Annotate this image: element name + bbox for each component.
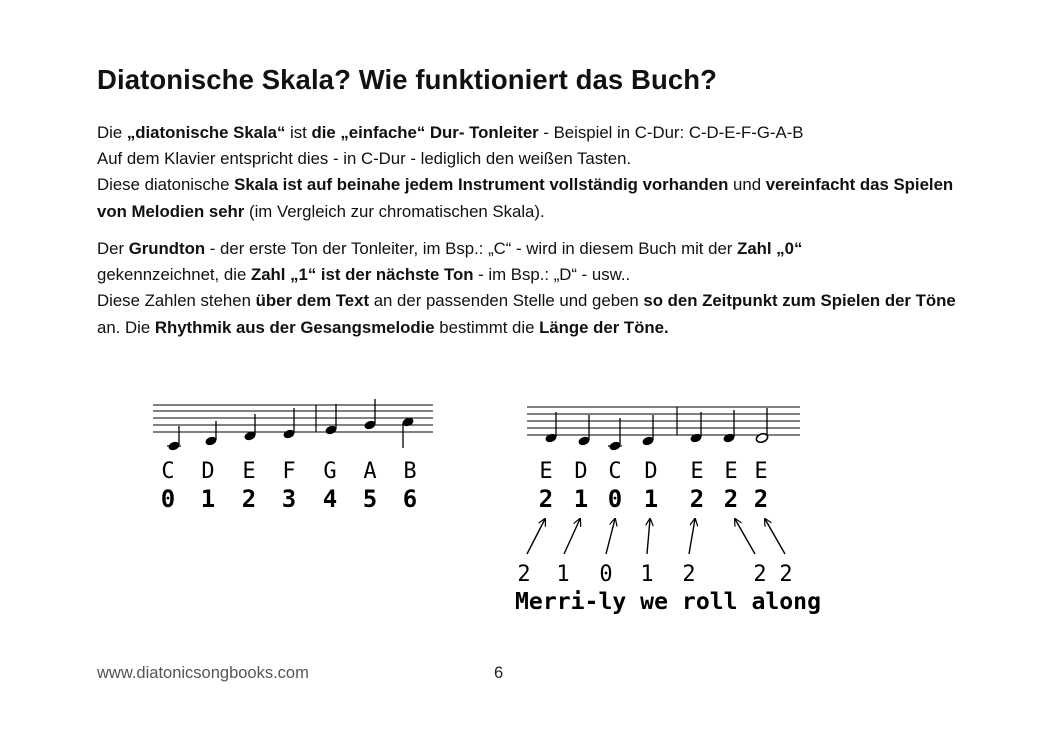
scale-number: 3	[281, 485, 297, 513]
scale-number: 0	[160, 485, 176, 513]
scale-letter: D	[201, 459, 215, 484]
scale-number: 2	[241, 485, 257, 513]
scale-letter: B	[403, 459, 417, 484]
timing-arrows	[527, 519, 785, 554]
melody-number: 2	[723, 485, 739, 513]
scale-number: 4	[322, 485, 338, 513]
scale-letter: F	[282, 459, 296, 484]
lyric-number: 1	[556, 562, 570, 587]
lyric-number: 0	[599, 562, 613, 587]
melody-letter: E	[690, 459, 704, 484]
melody-number: 1	[573, 485, 589, 513]
note-e-half	[755, 408, 769, 444]
scale-number: 6	[402, 485, 418, 513]
p1-line1: Die „diatonische Skala“ ist die „einfache“ Dur- Tonleiter - Beispiel in C-Dur: C-D-E-F-G-A-B	[97, 123, 804, 142]
melody-staff	[527, 407, 800, 435]
melody-number: 2	[538, 485, 554, 513]
arrow	[527, 519, 545, 554]
note-a	[363, 399, 376, 431]
p1-line2: Auf dem Klavier entspricht dies - in C-Dur - lediglich den weißen Tasten.	[97, 149, 632, 169]
melody-letter: E	[539, 459, 553, 484]
lyrics-text: Merri-ly we roll along	[515, 589, 821, 615]
lyric-number: 2	[517, 562, 531, 587]
paragraph-root-note: Der Grundton - der erste Ton der Tonleiter, im Bsp.: „C“ - wird in diesem Buch mit der Zahl „0“ gekennzeichnet, die Zahl „1“ ist der nächste Ton - im Bsp.: „D“ - usw.. Diese Zahlen stehen über dem Text an der passenden Stelle und geben so den Zeitpunkt zum Spielen der Töne an. Die Rhythmik aus der Gesangsmelodie bestimmt die Länge der Töne.	[97, 239, 956, 337]
scale-letter: C	[161, 459, 175, 484]
note-c	[167, 426, 180, 452]
melody-letter: D	[644, 459, 658, 484]
scale-letter: G	[323, 459, 337, 484]
melody-letters	[539, 459, 767, 484]
footer-url: www.diatonicsongbooks.com	[97, 664, 309, 682]
arrow	[647, 519, 650, 554]
note-e	[722, 410, 735, 444]
scale-staff	[153, 405, 433, 432]
scale-number: 1	[200, 485, 216, 513]
melody-number: 1	[643, 485, 659, 513]
melody-letter: E	[754, 459, 768, 484]
melody-number: 2	[689, 485, 705, 513]
scale-numbers	[161, 485, 417, 513]
scale-letters	[161, 459, 416, 484]
page-title: Diatonische Skala? Wie funktioniert das Buch?	[97, 64, 718, 95]
arrow	[689, 519, 695, 554]
scale-letter: A	[363, 459, 377, 484]
melody-letter: C	[608, 459, 622, 484]
arrow	[765, 519, 785, 554]
melody-letter: D	[574, 459, 588, 484]
arrow	[606, 519, 615, 554]
lyric-number: 2	[682, 562, 696, 587]
melody-number: 2	[753, 485, 769, 513]
lyric-number: 1	[640, 562, 654, 587]
scale-letter: E	[242, 459, 256, 484]
melody-notes	[544, 408, 768, 452]
note-d	[641, 415, 654, 447]
lyric-number: 2	[753, 562, 767, 587]
note-f	[282, 408, 295, 440]
note-d	[577, 415, 590, 447]
p1-line3: Diese diatonische Skala ist auf beinahe jedem Instrument vollständig vorhanden und vereinfacht das Spielen von Melodien sehr (im Vergleich zur chromatischen Skala).	[97, 175, 954, 221]
lyric-numbers	[517, 562, 792, 587]
melody-letter: E	[724, 459, 738, 484]
melody-number: 0	[607, 485, 623, 513]
note-g	[324, 404, 337, 436]
arrow	[735, 519, 755, 554]
lyric-number: 2	[779, 562, 793, 587]
arrow	[564, 519, 580, 554]
page-number: 6	[494, 664, 504, 682]
melody-numbers	[539, 485, 768, 513]
scale-number: 5	[362, 485, 378, 513]
